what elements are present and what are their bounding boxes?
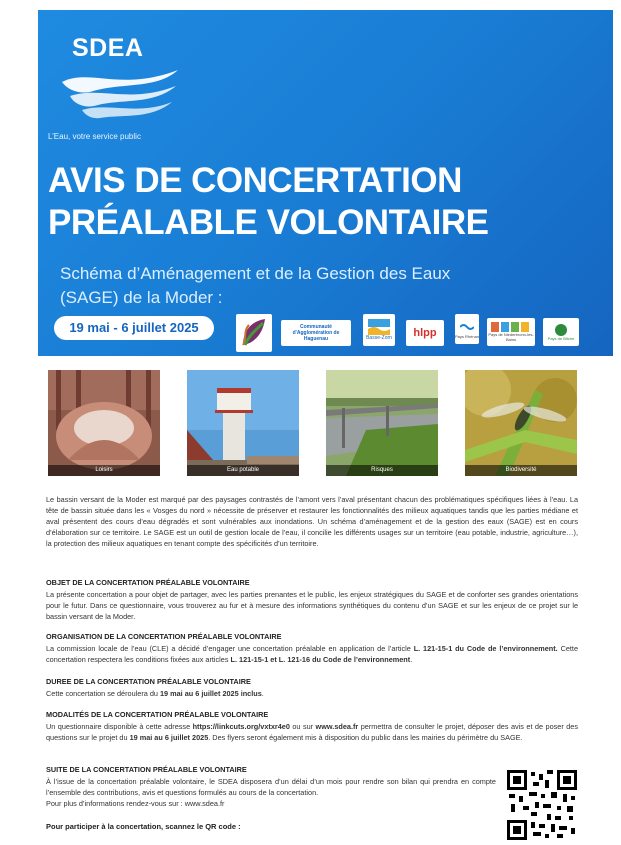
section-text-modalites: Un questionnaire disponible à cette adresse https://linkcuts.org/vxtxr4e0 ou sur www.sdea.fr permettra de consulter le projet, déposer des avis et de poser des questions sur le projet du 19 mai au 6 juillet 2025. Des flyers seront également mis à disposition du public dans les mairies du périmètre du SAGE.	[46, 722, 578, 742]
section-text-objet: La présente concertation a pour objet de partager, avec les parties prenantes et le public, les enjeux stratégiques du SAGE et de conforter ses grandes orientations pour le futur. Dans ce questionnaire, vous trouverez au fur et à mesure des informations synthétiques du contenu d’un SAGE et sur les enjeux de ce projet sur le bassin versant de la Moder.	[46, 590, 578, 621]
partner-label-2: Communauté d'Agglomération de Haguenau	[292, 324, 340, 342]
title-line-1: AVIS DE CONCERTATION	[48, 161, 462, 200]
photo-caption: Eau potable	[187, 465, 299, 476]
qr-label: Pour participer à la concertation, scannez le QR code :	[46, 822, 241, 831]
qr-code-icon[interactable]	[507, 770, 577, 840]
fountain-image	[48, 370, 160, 476]
subtitle-line-1: Schéma d’Aménagement et de la Gestion des Eaux	[60, 264, 451, 283]
partner-logo-7	[543, 318, 579, 346]
partner-label-7: Pays de Bitche	[547, 335, 575, 341]
page-title	[48, 160, 488, 244]
date-badge: 19 mai - 6 juillet 2025	[54, 316, 214, 340]
partner-label-4: hlpp	[413, 327, 437, 339]
title-line-2: PRÉALABLE VOLONTAIRE	[48, 203, 489, 242]
section-text-suite-link: Pour plus d’informations rendez-vous sur : www.sdea.fr	[46, 799, 225, 808]
photo-loisirs	[48, 370, 160, 476]
partner-label-6: Pays de Niederbronn-les-Bains	[488, 332, 534, 342]
partner-label-5: Pays Rhénan	[455, 333, 479, 339]
leaf-icon	[239, 317, 269, 349]
wave-icon	[60, 64, 180, 124]
tagline: L’Eau, votre service public	[48, 132, 141, 141]
sdea-link[interactable]: www.sdea.fr	[315, 722, 359, 731]
section-text-duree: Cette concertation se déroulera du 19 mai au 6 juillet 2025 inclus.	[46, 689, 264, 698]
intro-paragraph: Le bassin versant de la Moder est marqué par des paysages contrastés de l’amont vers l’aval présentant chacun des problématiques spécifiques liées à l’eau. La tête de bassin située dans les « Vosges du nord » nécessite de préserver et restaurer les fonctionnalités des milieux aquatiques tandis que les parties médiane et aval présentent des cours d’eau dégradés et sont vulnérables aux inondations. Un schéma d’aménagement et de la gestion des eaux (SAGE) est en cours d’élaboration sur ce territoire. Le SAGE est un outil de gestion locale de l’eau, il concilie les différents usages sur un territoire (eau potable, industrie, agriculture…), la protection des milieux aquatiques en tenant compte des spécificités d’un territoire.	[46, 495, 578, 548]
partner-logo-6	[487, 318, 535, 346]
section-title-suite: SUITE DE LA CONCERTATION PRÉALABLE VOLONTAIRE	[46, 765, 247, 774]
section-title-organisation: ORGANISATION DE LA CONCERTATION PRÉALABLE VOLONTAIRE	[46, 632, 282, 641]
basse-zorn-icon	[368, 319, 390, 335]
partner-logo-3	[363, 314, 395, 346]
tree-icon	[551, 324, 571, 336]
partner-logo-5	[455, 314, 479, 344]
water-tower-image	[187, 370, 299, 476]
wave-mark-icon	[460, 320, 474, 334]
header-banner	[38, 10, 613, 356]
photo-eau-potable	[187, 370, 299, 476]
survey-link[interactable]: https://linkcuts.org/vxtxr4e0	[192, 722, 290, 731]
color-blocks-icon	[491, 322, 531, 332]
dragonfly-image	[465, 370, 577, 476]
logo-text: SDEA	[72, 34, 144, 62]
photo-risques	[326, 370, 438, 476]
flood-image	[326, 370, 438, 476]
partner-logo-2	[281, 320, 351, 346]
photo-caption: Biodiversité	[465, 465, 577, 476]
section-title-objet: OBJET DE LA CONCERTATION PRÉALABLE VOLONTAIRE	[46, 578, 250, 587]
partner-label-3: Basse-Zorn	[366, 335, 392, 341]
photo-caption: Risques	[326, 465, 438, 476]
section-title-modalites: MODALITÉS DE LA CONCERTATION PRÉALABLE VOLONTAIRE	[46, 710, 269, 719]
subtitle	[60, 262, 450, 310]
photo-biodiversite	[465, 370, 577, 476]
subtitle-line-2: (SAGE) de la Moder :	[60, 288, 223, 307]
partner-logo-4	[406, 320, 444, 346]
partner-logo-1	[236, 314, 272, 352]
section-text-organisation: La commission locale de l’eau (CLE) a décidé d’engager une concertation préalable en application de l’article L. 121-15-1 du Code de l’environnement. Cette concertation respectera les conditions fixées aux articles L. 121-15-1 et L. 121-16 du Code de l’environnement.	[46, 644, 579, 664]
section-text-suite: À l’issue de la concertation préalable volontaire, le SDEA disposera d’un délai d’un mois pour rendre son bilan qui prendra en compte l’ensemble des contributions, avis et questions formulés au cours de la concertation.	[46, 777, 496, 797]
section-title-duree: DUREE DE LA CONCERTATION PRÉALABLE VOLONTAIRE	[46, 677, 251, 686]
sdea-logo	[60, 26, 180, 126]
photo-caption: Loisirs	[48, 465, 160, 476]
